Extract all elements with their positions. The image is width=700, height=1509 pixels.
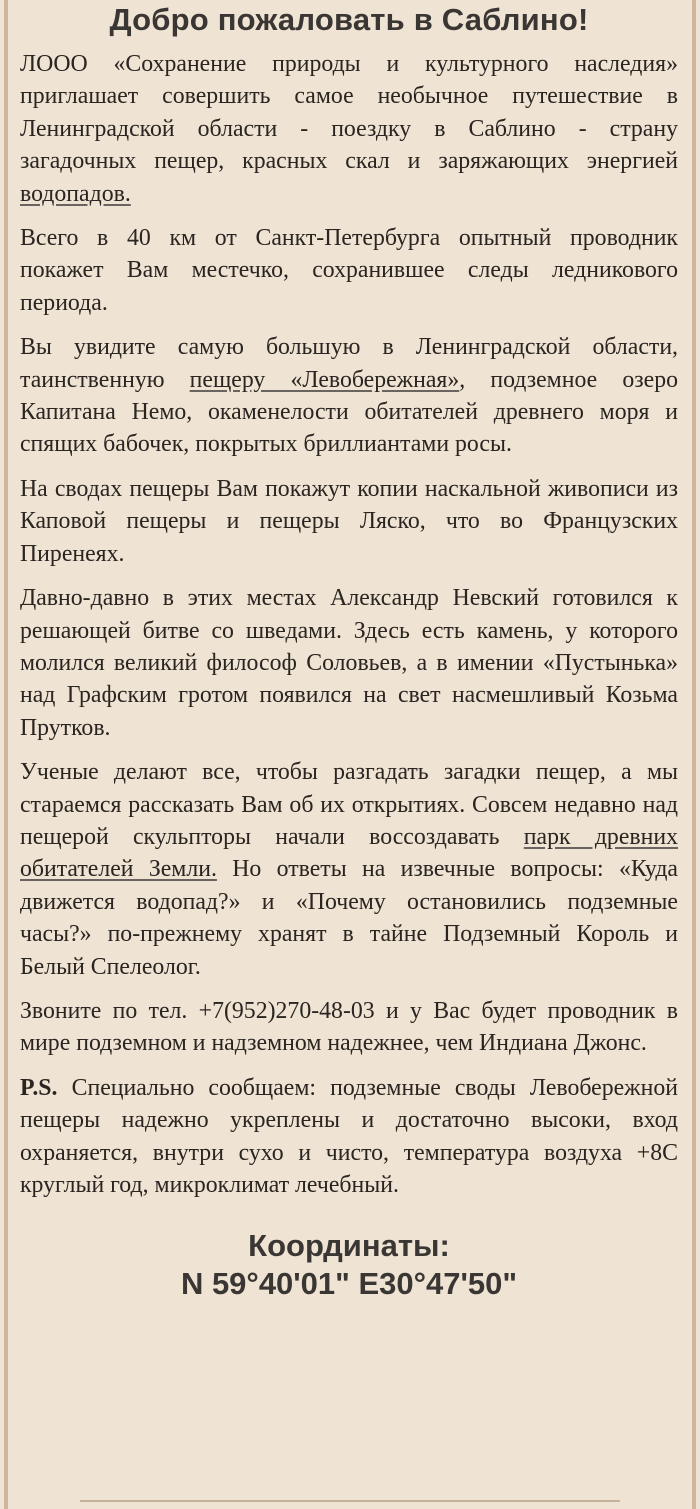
article [20, 0, 678, 1303]
paragraph-intro [20, 48, 678, 210]
levoberezhnaya-cave-link[interactable]: пещеру «Левобережная» [189, 366, 460, 393]
paragraph-scientists-after: Но ответы на извечные вопросы: «Куда движется водопад?» и «Почему остановились подземные часы?» по-прежнему хранят в тайне Подземный Король и Белый Спелеолог. [20, 856, 678, 980]
paragraph-scientists-before: Ученые делают все, чтобы разгадать загадки пещер, а мы стараемся рассказать Вам об их открытиях. Совсем недавно над пещерой скульпторы начали воссоздавать [20, 759, 678, 850]
ps-text: Специально сообщаем: подземные своды Левобережной пещеры надежно укреплены и достаточно высоки, вход охраняется, внутри сухо и чисто, температура воздуха +8С круглый год, микроклимат лечебный. [20, 1074, 678, 1198]
left-border [4, 0, 8, 1509]
paragraph-paintings: На сводах пещеры Вам покажут копии наскальной живописи из Каповой пещеры и пещеры Ляско, что во Французских Пиренеях. [20, 475, 678, 567]
coordinates-label: Координаты: [248, 1228, 450, 1264]
page-title: Добро пожаловать в Саблино! [109, 2, 589, 37]
ancient-park-link[interactable]: парк древних обитателей Земли. [20, 823, 678, 883]
ps-label: P.S. [20, 1074, 58, 1101]
paragraph-intro-text: ЛООО «Сохранение природы и культурного наследия» приглашает совершить самое необычное путешествие в Ленинградской области - поездку в Саблино - страну загадочных пещер, красных скал и заряжающих энергией [20, 51, 678, 175]
paragraph-distance: Всего в 40 км от Санкт-Петербурга опытный проводник покажет Вам местечко, сохранившее следы ледникового периода. [20, 225, 678, 316]
paragraph-history: Давно-давно в этих местах Александр Невский готовился к решающей битве со шведами. Здесь есть камень, у которого молился великий философ Соловьев, а в имении «Пустынька» над Графским гротом появился на свет насмешливый Козьма Прутков. [20, 585, 678, 741]
paragraph-cave-after: , подземное озеро Капитана Немо, окаменелости обитателей древнего моря и спящих бабочек, покрытых бриллиантами росы. [20, 366, 678, 458]
paragraph-contact: Звоните по тел. +7(952)270-48-03 и у Вас будет проводник в мире подземном и надземном надежнее, чем Индиана Джонс. [20, 997, 678, 1057]
coordinates-block [20, 1227, 678, 1303]
paragraph-ps [20, 1072, 678, 1202]
waterfalls-link[interactable]: водопадов. [20, 180, 131, 207]
coordinates-value: N 59°40'01" E30°47'50" [180, 1266, 518, 1302]
bottom-divider [80, 1500, 620, 1502]
paragraph-cave-before: Вы увидите самую большую в Ленинградской области, таинственную [20, 334, 678, 393]
paragraph-scientists [20, 756, 678, 983]
paragraph-cave [20, 331, 678, 461]
right-border [692, 0, 696, 1509]
